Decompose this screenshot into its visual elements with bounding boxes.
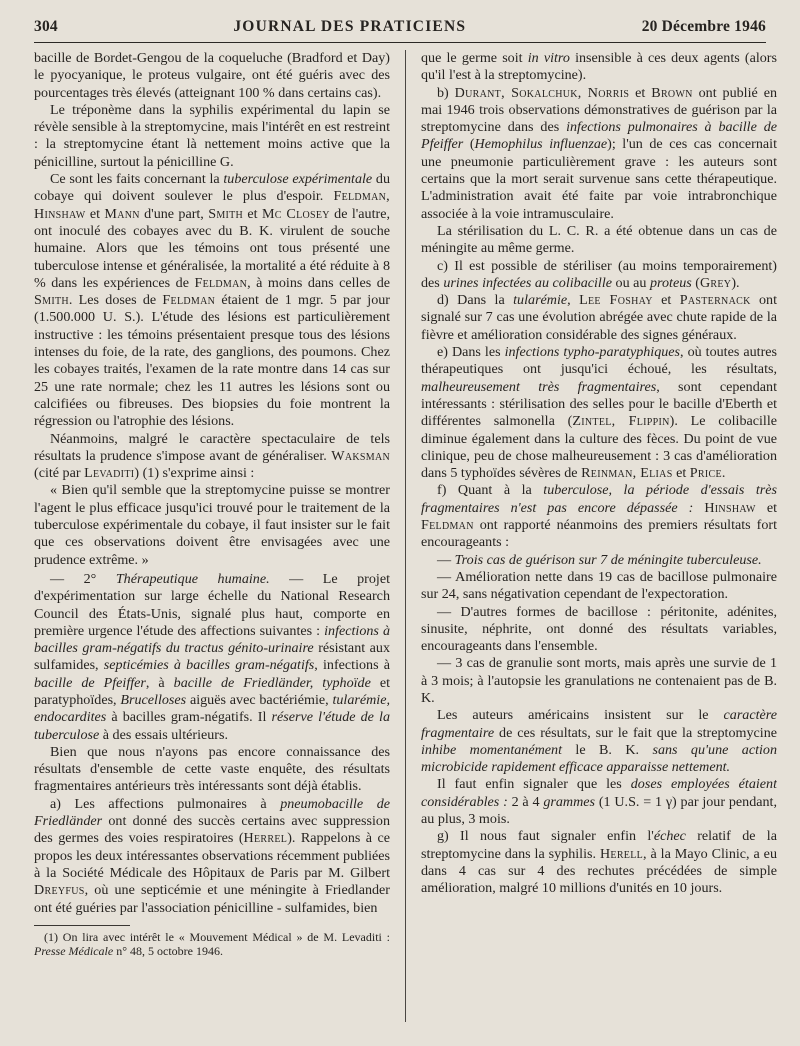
paragraph: f) Quant à la tuberculose, la période d'essais très fragmentaires n'est pas encore dépassée : Hinshaw et Feldman ont rapporté néanmoins des premiers résultats fort encourageants : (421, 482, 777, 551)
column-divider (405, 50, 406, 1022)
footnote-rule (34, 925, 130, 926)
paragraph: Néanmoins, malgré le caractère spectaculaire de tels résultats la prudence s'impose avant de généraliser. Waksman (cité par Levaditi) (1) s'exprime ainsi : (34, 430, 390, 482)
paragraph: Ce sont les faits concernant la tuberculose expérimentale du cobaye qui doivent soulever le plus d'espoir. Feldman, Hinshaw et Mann d'une part, Smith et Mc Closey de l'autre, ont inoculé des cobayes avec du B. K. virulent de souche humaine. Alors que les témoins ont tous présenté une tuberculose intense et généralisée, la mortalité a été réduite à 8 % dans les expériences de Feldman, à moins dans celles de Smith. Les doses de Feldman étaient de 1 mgr. 5 par jour (1.500.000 U. S.). L'étude des lésions est particulièrement instructive : les témoins présentaient presque tous des lésions intenses du foie, de la rate, des ganglions, des poumons. Chez les cobayes traités, l'examen de la rate montre dans 14 cas sur 25 une rate normale; chez les 11 autres les lésions sont ou calcifiées ou fibreuses. Des biopsies du foie montrent la régression ou l'atrophie des lésions. (34, 171, 390, 430)
paragraph: La stérilisation du L. C. R. a été obtenue dans un cas de méningite au même germe. (421, 222, 777, 257)
list-item: — D'autres formes de bacillose : péritonite, adénites, sinusite, néphrite, ont donné des résultats variables, encourageants dans l'ensemble. (421, 603, 777, 655)
paragraph: c) Il est possible de stériliser (au moins temporairement) des urines infectées au colibacille ou au proteus (Grey). (421, 257, 777, 291)
paragraph: d) Dans la tularémie, Lee Foshay et Pasternack ont signalé sur 7 cas une évolution abrégée avec chute rapide de la fièvre et amélioration considérable des signes généraux. (421, 292, 777, 343)
paragraph: Le tréponème dans la syphilis expérimental du lapin se révèle sensible à la streptomycine, mais l'intérêt en est restreint : la streptomycine étant là nettement moins active que la pénicilline, surtout la pénicilline G. (34, 101, 390, 170)
header-rule (34, 42, 766, 43)
paragraph: g) Il nous faut signaler enfin l'échec relatif de la streptomycine dans la syphilis. Herell, à la Mayo Clinic, a eu dans 4 cas sur 4 des rechutes précédées de simple amélioration, malgré 10 millions d'unités en 10 jours. (421, 828, 777, 897)
paragraph: que le germe soit in vitro insensible à ces deux agents (alors qu'il l'est à la streptomycine). (421, 50, 777, 84)
page-number: 304 (34, 18, 58, 35)
paragraph: Il faut enfin signaler que les doses employées étaient considérables : 2 à 4 grammes (1 U.S. = 1 γ) par jour pendant, au plus, 3 mois. (421, 776, 777, 828)
list-item: — 3 cas de granulie sont morts, mais après une survie de 1 à 3 mois; à l'autopsie les granulations ne contenaient pas de B. K. (421, 655, 777, 706)
journal-title: JOURNAL DES PRATICIENS (233, 18, 467, 35)
paragraph: e) Dans les infections typho-paratyphiques, où toutes autres thérapeutiques ont jusqu'ici échoué, les résultats, malheureusement très fragmentaires, sont cependant intéressants : stérilisation des selles pour le bacille d'Eberth et différentes salmonella (Zintel, Flippin). Le colibacille diminue également dans la culture des fèces. Du point de vue clinique, peu de chose malheureusement : 3 cas d'amélioration dans 5 typhoïdes sévères de Reinman, Elias et Price. (421, 344, 777, 482)
list-item: — Trois cas de guérison sur 7 de méningite tuberculeuse. (437, 551, 762, 568)
paragraph: bacille de Bordet-Gengou de la coqueluche (Bradford et Day) le pyocyanique, le proteus vulgaire, ont été guéris avec des pourcentages très élevés (atteignant 100 % dans certains cas). (34, 50, 390, 101)
paragraph: a) Les affections pulmonaires à pneumobacille de Friedländer ont donné des succès certains avec suppression des germes des voies respiratoires (Herrel). Rappelons à ce propos les deux intéressantes observations récemment publiées à la Société Médicale des Hôpitaux de Paris par M. Gilbert Dreyfus, où une septicémie et une méningite à Friedlander ont été guéries par l'association pénicilline - sulfamides, bien (34, 795, 390, 916)
running-header (34, 16, 766, 38)
paragraph: b) Durant, Sokalchuk, Norris et Brown ont publié en mai 1946 trois observations démonstratives de guérison par la streptomycine dans des infections pulmonaires à bacille de Pfeiffer (Hemophilus influenzae); l'un de ces cas concernait une pneumonie particulièrement grave : les auteurs sont certains que la mort serait survenue sans cette thérapeutique. L'administration avait été faite par voie intrabronchique associée à la voie intramusculaire. (421, 84, 777, 222)
footnote: (1) On lira avec intérêt le « Mouvement Médical » de M. Levaditi : Presse Médicale n° 48, 5 octobre 1946. (34, 929, 390, 958)
list-item: — Amélioration nette dans 19 cas de bacillose pulmonaire sur 24, sans négativation cependant de l'expectoration. (421, 568, 777, 603)
paragraph: Bien que nous n'ayons pas encore connaissance des résultats d'ensemble de cette vaste enquête, des résultats fragmentaires antérieurs très intéressants sont déjà établis. (34, 743, 390, 795)
quotation: « Bien qu'il semble que la streptomycine puisse se montrer l'agent le plus efficace jusqu'ici trouvé pour le traitement de la tuberculose expérimentale du cobaye, il faut insister sur le fait que ces observations doivent être envisagées avec une prudence extrême. » (34, 482, 390, 568)
paragraph: Les auteurs américains insistent sur le caractère fragmentaire de ces résultats, sur le fait que la streptomycine inhibe momentanément le B. K. sans qu'une action microbicide rapidement efficace apparaisse nettement. (421, 707, 777, 776)
right-column (421, 50, 777, 1038)
left-column (34, 50, 390, 1038)
section-heading-paragraph: — 2° Thérapeutique humaine. — Le projet d'expérimentation sur large échelle du National Research Council des États-Unis, signalé plus haut, comporte en première urgence l'étude des affections suivantes : infections à bacilles gram-négatifs du tractus génito-urinaire résistant aux sulfamides, septicémies à bacilles gram-négatifs, infections à bacille de Pfeiffer, à bacille de Friedländer, typhoïde et paratyphoïdes, Brucelloses aiguës avec bactériémie, tularémie, endocardites à bacilles gram-négatifs. Il réserve l'étude de la tuberculose à des essais ultérieurs. (34, 570, 390, 743)
issue-date: 20 Décembre 1946 (641, 18, 766, 35)
